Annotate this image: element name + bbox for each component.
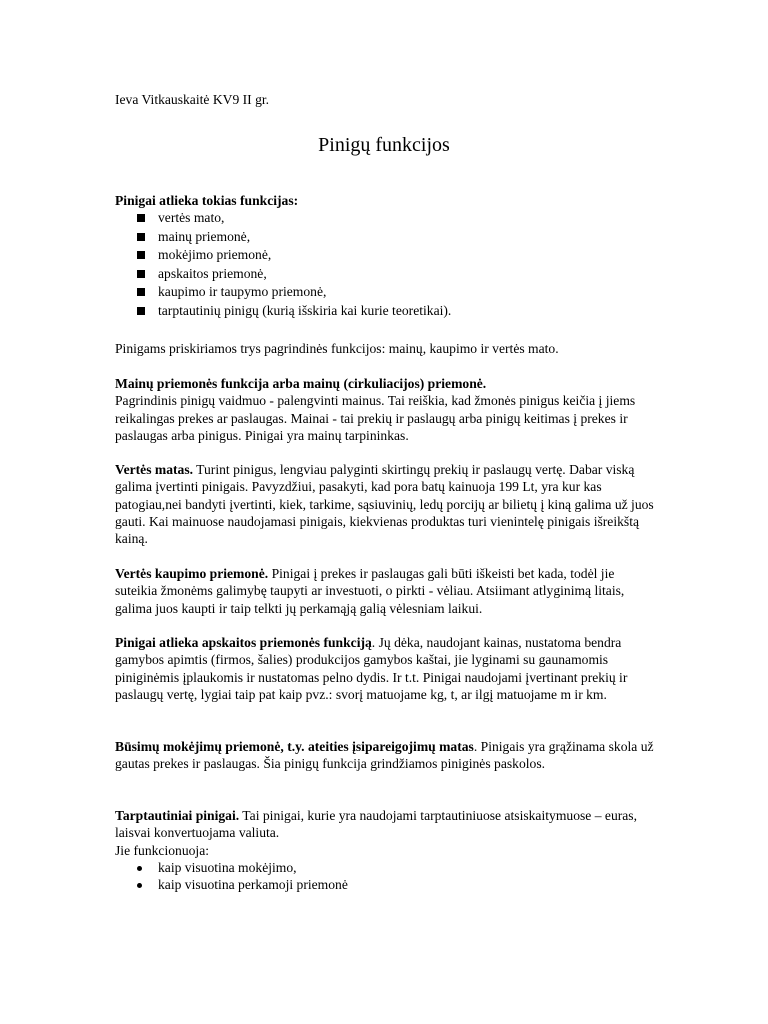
measure-lead: Vertės matas. <box>115 462 194 477</box>
international-section <box>115 807 660 893</box>
square-bullet-icon <box>137 270 145 278</box>
round-bullet-icon <box>137 866 142 871</box>
list-item-text: kaupimo ir taupymo priemonė, <box>158 284 327 300</box>
international-sub: Jie funkcionuoja: <box>115 842 210 858</box>
exchange-section <box>115 375 660 444</box>
international-list <box>115 859 660 894</box>
list-item <box>115 283 660 302</box>
functions-section <box>115 192 660 321</box>
list-item-text: kaip visuotina perkamoji priemonė <box>158 877 348 893</box>
list-item <box>115 876 660 893</box>
future-text: . Pinigais yra grąžinama skola už gautas prekes ir paslaugas. Šia pinigų funkcija grindžiamos piniginės paskolos. <box>115 739 654 772</box>
storage-text: Pinigai į prekes ir paslaugas gali būti iškeisti bet kada, todėl jie suteikia žmonėms galimybę taupyti ar investuoti, o pirkti - vėliau. Atsiimant atlyginimą litais, galima juos kaupti ir taip telkti jų perkamąją galią vėlesniam laikui. <box>115 566 625 616</box>
international-lead: Tarptautiniai pinigai. <box>115 808 240 823</box>
functions-list <box>115 209 660 321</box>
square-bullet-icon <box>137 307 145 315</box>
future-paragraph <box>115 738 660 773</box>
functions-heading: Pinigai atlieka tokias funkcijas: <box>115 193 299 208</box>
accounting-text: . Jų dėka, naudojant kainas, nustatoma bendra gamybos apimtis (firmos, šalies) produkcijos gamybos kaštai, jie lyginami su gaunamomis piniginėmis įplaukomis ir nustatomas pelno dydis. Ir t.t. Pinigai naudojami įvertinant prekių ir paslaugų vertę, lygiai taip pat kaip pvz.: svorį matuojame kg, t, ar ilgį matuojame m ir km. <box>115 635 628 702</box>
round-bullet-icon <box>137 883 142 888</box>
square-bullet-icon <box>137 233 145 241</box>
list-item-text: vertės mato, <box>158 210 225 225</box>
square-bullet-icon <box>137 288 145 296</box>
list-item-text: apskaitos priemonė, <box>158 265 267 281</box>
international-paragraph <box>115 807 660 842</box>
list-item <box>115 859 660 876</box>
storage-paragraph <box>115 565 660 617</box>
list-item-text: tarptautinių pinigų (kurią išskiria kai kurie teoretikai). <box>158 302 452 318</box>
list-item-text: mokėjimo priemonė, <box>158 247 272 263</box>
storage-lead: Vertės kaupimo priemonė. <box>115 566 269 581</box>
accounting-paragraph <box>115 634 660 703</box>
list-item <box>115 265 660 284</box>
exchange-text: Pagrindinis pinigų vaidmuo - palengvinti mainus. Tai reiškia, kad žmonės pinigus keičia į jiems reikalingas prekes ar paslaugas. Mainai - tai prekių ir paslaugų arba pinigų keitimas į prekes ir paslaugas arba pinigus. Pinigai yra mainų tarpininkas. <box>115 393 636 443</box>
list-item <box>115 246 660 265</box>
exchange-heading: Mainų priemonės funkcija arba mainų (cirkuliacijos) priemonė. <box>115 376 487 391</box>
square-bullet-icon <box>137 214 145 222</box>
measure-paragraph <box>115 461 660 547</box>
list-item-text: kaip visuotina mokėjimo, <box>158 859 297 875</box>
square-bullet-icon <box>137 251 145 259</box>
list-item <box>115 209 660 228</box>
page-title: Pinigų funkcijos <box>318 134 450 156</box>
measure-text: Turint pinigus, lengviau palyginti skirtingų prekių ir paslaugų vertę. Dabar viską galima įvertinti pinigais. Pavyzdžiui, pasakyti, kad pora batų kainuoja 199 Lt, yra kur kas patogiau,nei bandyti įvertinti, kiek, tarkime, sąsiuvinių, ledų porcijų ar bilietų į kiną galima už juos gauti. Kai mainuose naudojamasi pinigais, kiekvienas produktas turi vienintelę pinigais išreikštą kainą. <box>115 462 654 547</box>
list-item <box>115 302 660 321</box>
future-lead: Būsimų mokėjimų priemonė, t.y. ateities įsipareigojimų matas <box>115 739 474 754</box>
accounting-lead: Pinigai atlieka apskaitos priemonės funkciją <box>115 635 372 650</box>
author-line: Ieva Vitkauskaitė KV9 II gr. <box>115 92 270 107</box>
international-text: Tai pinigai, kurie yra naudojami tarptautiniuose atsiskaitymuose – euras, laisvai konvertuojama valiuta. <box>115 808 637 841</box>
main-functions-paragraph: Pinigams priskiriamos trys pagrindinės funkcijos: mainų, kaupimo ir vertės mato. <box>115 341 559 356</box>
list-item <box>115 228 660 247</box>
list-item-text: mainų priemonė, <box>158 228 251 244</box>
